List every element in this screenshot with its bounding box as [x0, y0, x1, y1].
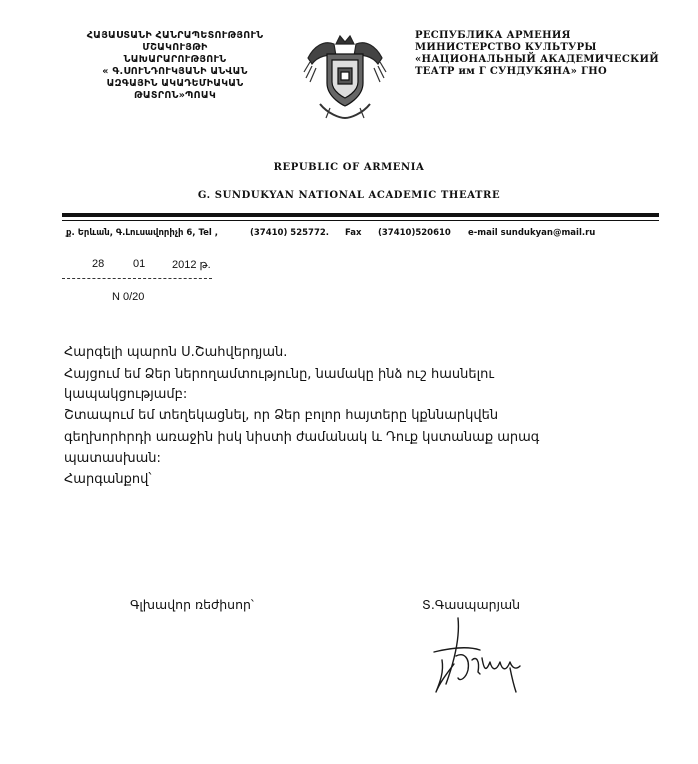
header-russian: [415, 30, 685, 78]
header-ru-line: МИНИСТЕРСТВО КУЛЬТУРЫ: [415, 42, 597, 53]
header-ru-line: РЕСПУБЛИКА АРМЕНИЯ: [415, 30, 571, 41]
date-year: 2012 թ.: [172, 259, 211, 271]
title-theatre: G. SUNDUKYAN NATIONAL ACADEMIC THEATRE: [197, 190, 501, 201]
header-ru-line: ТЕАТР им Г СУНДУКЯНА» ГНО: [415, 66, 607, 77]
header-hy-line: ԹԱՏՐՈՆ»ՊՈԱԿ: [133, 90, 217, 101]
handwritten-signature: [420, 612, 530, 702]
date-underline: [62, 278, 212, 279]
body-line: գեղխորհրդի առաջին իսկ նիստի ժամանակ և Դուք կստանաք արագ: [64, 430, 540, 445]
contact-fax-label: Fax: [345, 228, 362, 238]
header-rule-thick: [62, 213, 659, 217]
contact-email: e-mail sundukyan@mail.ru: [468, 228, 596, 238]
contact-fax: (37410)520610: [378, 228, 451, 238]
header-hy-line: ՆԱԽԱՐԱՐՈՒԹՅՈՒՆ: [123, 54, 227, 65]
date-day: 28: [92, 258, 105, 270]
reference-number: N 0/20: [112, 291, 145, 303]
title-republic: REPUBLIC OF ARMENIA: [273, 162, 425, 173]
salutation: Հարգելի պարոն Ս.Շահվերդյան.: [64, 345, 288, 360]
header-ru-line: «НАЦИОНАЛЬНЫЙ АКАДЕМИЧЕСКИЙ: [415, 54, 659, 65]
contact-tel: (37410) 525772.: [250, 228, 330, 238]
contact-address: ք. Երևան, Գ.Լուսավորիչի 6, Tel ,: [66, 228, 219, 238]
header-hy-line: ԱԶԳԱՅԻՆ ԱԿԱԴԵՄԻԱԿԱՆ: [106, 78, 244, 89]
closing: Հարգանքով՝: [64, 472, 152, 487]
body-line: պատասխան:: [64, 451, 161, 466]
body-line: Հայցում եմ Ձեր ներողամտությունը, նամակը ինձ ուշ հասնելու: [64, 367, 495, 382]
coat-of-arms-emblem: [300, 28, 390, 123]
body-line: Շտապում եմ տեղեկացնել, որ Ձեր բոլոր հայտերը կքննարկվեն: [64, 408, 499, 423]
header-rule-thin: [62, 220, 659, 221]
date-month: 01: [133, 258, 146, 270]
header-hy-line: « Գ.ՍՈՒՆԴՈՒԿՅԱՆԻ ԱՆՎԱՆ: [102, 66, 248, 77]
header-hy-line: ՀԱՅԱՍՏԱՆԻ ՀԱՆՐԱՊԵՏՈՒԹՅՈՒՆ: [86, 30, 264, 41]
header-hy-line: ՄՇԱԿՈՒՅԹԻ: [142, 42, 208, 53]
signatory-name: Տ.Գասպարյան: [422, 597, 521, 612]
body-line: կապակցությամբ:: [64, 387, 188, 402]
header-armenian: [60, 30, 290, 102]
signatory-title: Գլխավոր ռեժիսոր՝: [130, 597, 254, 612]
